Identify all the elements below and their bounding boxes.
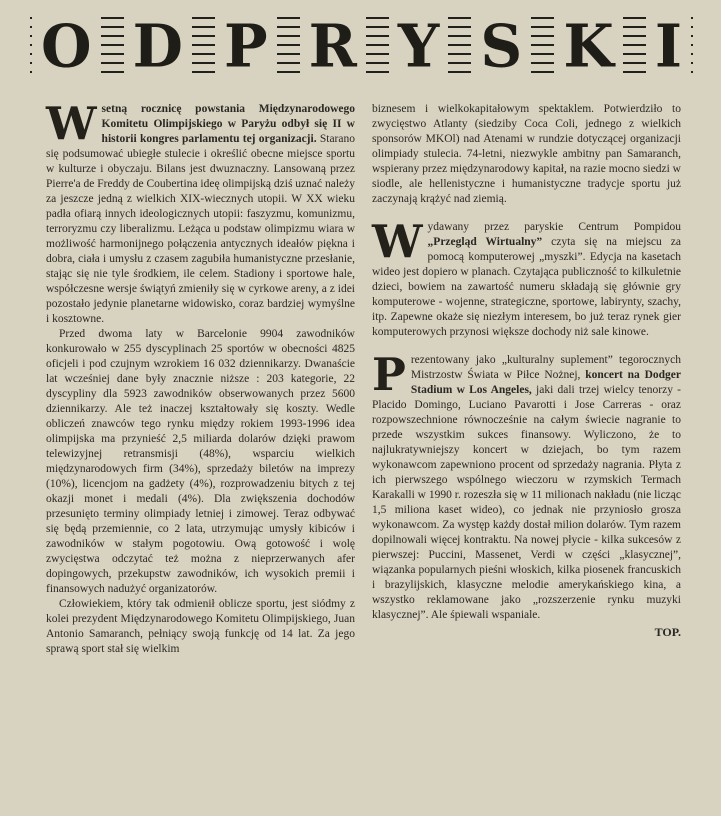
text-segment: biznesem i wielkokapitałowym spektaklem. Potwierdziło to zwycięstwo Atlanty (siedziby Coca Coli, jednego z wielkich sponsorów MKOl) nad Atenami w rundzie dotyczącej organizacji olimpiady stulecia. 74-letni, niezwykle ambitny pan Samaranch, wspierany przez międzynarodowy kapitał, na razie mocno siedzi w siodle, ale hellenistyczne i humanistyczne tradycje sportu już zaczynają krążyć nad ziemią.	[372, 103, 681, 205]
text-segment: czyta się na miejscu za pomocą komputerowej „myszki”. Edycja na kasetach wideo jest dopiero w planach. Czytająca publiczność to kilkuletnie dzieci, bowiem na zawartość numeru składają się głównie gry komputerowe - wojenne, strategiczne, sportowe, labirynty, szachy, itp. Zapewne okaże się niezłym interesem, bo już teraz rynek gier komputerowych przynosi większe dochody niż sale kinowe.	[372, 236, 681, 338]
text-segment: rezentowany jako „kulturalny suplement” tegorocznych Mistrzostw Świata w Piłce Nożnej,	[410, 354, 681, 381]
magazine-page	[0, 11, 721, 816]
text-segment: ydawany przez paryskie Centrum Pompidou	[427, 221, 681, 233]
paragraph	[46, 97, 355, 327]
title-letter: I	[646, 15, 691, 76]
paragraph	[372, 102, 681, 207]
dropcap: W	[372, 215, 423, 268]
text-segment: „Przegląd Wirtualny”	[427, 236, 552, 248]
column-left	[46, 97, 355, 657]
title-letters	[30, 11, 693, 81]
text-segment: koncert na Dodger Stadium w Los Angeles,	[410, 369, 681, 396]
author-signature: TOP.	[654, 625, 681, 639]
paragraph	[372, 348, 681, 623]
title-letter: Y	[389, 15, 448, 76]
title-letter: R	[300, 15, 366, 76]
title-letter: O	[32, 15, 101, 76]
title-letter: K	[554, 15, 622, 76]
title-letter: D	[124, 15, 192, 76]
paragraph	[372, 215, 681, 340]
text-segment: Człowiekiem, który tak odmienił oblicze sportu, jest siódmy z kolei prezydent Międzynarodowego Komitetu Olimpijskiego, Juan Antonio Samaranch, pełniący swoją funkcję od 14 lat. Za jego sprawą sport stał się wielkim	[46, 598, 355, 655]
title-letter: S	[471, 15, 531, 76]
article-body	[46, 97, 681, 657]
text-segment: Starano się podsumować ubiegłe stulecie i określić obecne miejsce sportu w kulturze i obyczaju. Bilans jest dwuznaczny. Lansowaną przez Pierre'a de Freddy de Coubertina ideę olimpijską dziś uznać należy za jeszcze jedną z wielkich XIX-wiecznych utopii. W XX wieku padła ofiarą innych ideologicznych utopii: faszyzmu, komunizmu, terroryzmu czy liberalizmu. Leżąca u podstaw olimpizmu wiara w możliwość harmonijnego połączenia antycznych ideałów piękna i dobra, ciała i umysłu z czasem zagubiła humanistyczne przesłanie, stając się nie tyle środkiem, ile celem. Stadiony i sportowe hale, współczesne wersje świątyń zmieniły się w cyrkowe areny, a z idei pozostało jedynie planetarne widowisko, coraz bardziej wymyślne i kosztowne.	[46, 133, 355, 325]
title-letter: P	[215, 15, 277, 76]
text-segment: Przed dwoma laty w Barcelonie 9904 zawodników konkurowało w 255 dyscyplinach 25 sportów w obecności 4825 oficjeli i pod czujnym wzrokiem 16 032 dziennikarzy. Dwanaście lat wcześniej dane były znacznie niższe : 203 kategorie, 22 dyscypliny dla 5923 zawodników obserwowanych przez 5600 dziennikarzy. Ale też inaczej kształtowały się koszty. Wedle obliczeń znawców tego rynku między rokiem 1993-1996 idea olimpijska ma przynieść 2,5 miliarda dolarów dzięki prawom telewizyjnej retransmisji (48%), wsparciu wielkich międzynarodowych firm (34%), sprzedaży biletów na imprezy (10%), licencjom na gadżety (4%), rozprowadzeniu bitych z tej okazji monet i medali (4%). Dla zwiększenia dochodów przesunięto terminy olimpiady letniej i zimowej. Teraz odbywać się będą przemiennie, co 2 lata, utrzymując umysły kibiców i zawodników w stałym pogotowiu. Ową gotowość i wolę zwycięstwa odczytać też można z nieprzerwanych afer dopingowych, przekupstw zawodników, ich wysokich premii i finansowych nadużyć organizatorów.	[46, 328, 355, 595]
column-right	[372, 102, 681, 657]
paragraph	[46, 597, 355, 657]
text-segment: jaki dali trzej wielcy tenorzy - Placido Domingo, Luciano Pavarotti i Jose Carreras - oraz rozpowszechnione równocześnie na całym świecie nagranie to przede wszystkim sukces finansowy. Wyliczono, że to najlukratywniejszy koncert w dziejach, bo tym razem wykonawcom zapewniono procent od sprzedaży nagrania. Płyta z ich pierwszego wspólnego wieczoru w rzymskich Termach Karakalli w 1990 r. rozeszła się w 11 milionach nakładu (nie licząc 1,5 miliona kaset wideo), co jednak nie przyniosło grosza wykonawcom. Za występ każdy dostał milion dolarów. Tym razem dopilnowali więcej kontraktu. Na nowej płycie - kilka sukcesów z pierwszej: Puccini, Massenet, Verdi w części „klasycznej”, wiązanka popularnych pieśni włoskich, kilka piosenek francuskich i brazylijskich, klasyczne melodie amerykańskiego kina, a wszystko reklamowane jako „rozszerzenie rynku muzyki klasycznej”. Ale śpiewali wspaniale.	[372, 384, 681, 621]
text-segment: setną rocznicę powstania Międzynarodowego Komitetu Olimpijskiego w Paryżu odbył się II w historii kongres parlamentu tej organizacji.	[101, 103, 355, 145]
dropcap: P	[372, 348, 406, 401]
paragraph	[46, 327, 355, 597]
masthead	[30, 11, 693, 81]
dropcap: W	[46, 97, 97, 150]
